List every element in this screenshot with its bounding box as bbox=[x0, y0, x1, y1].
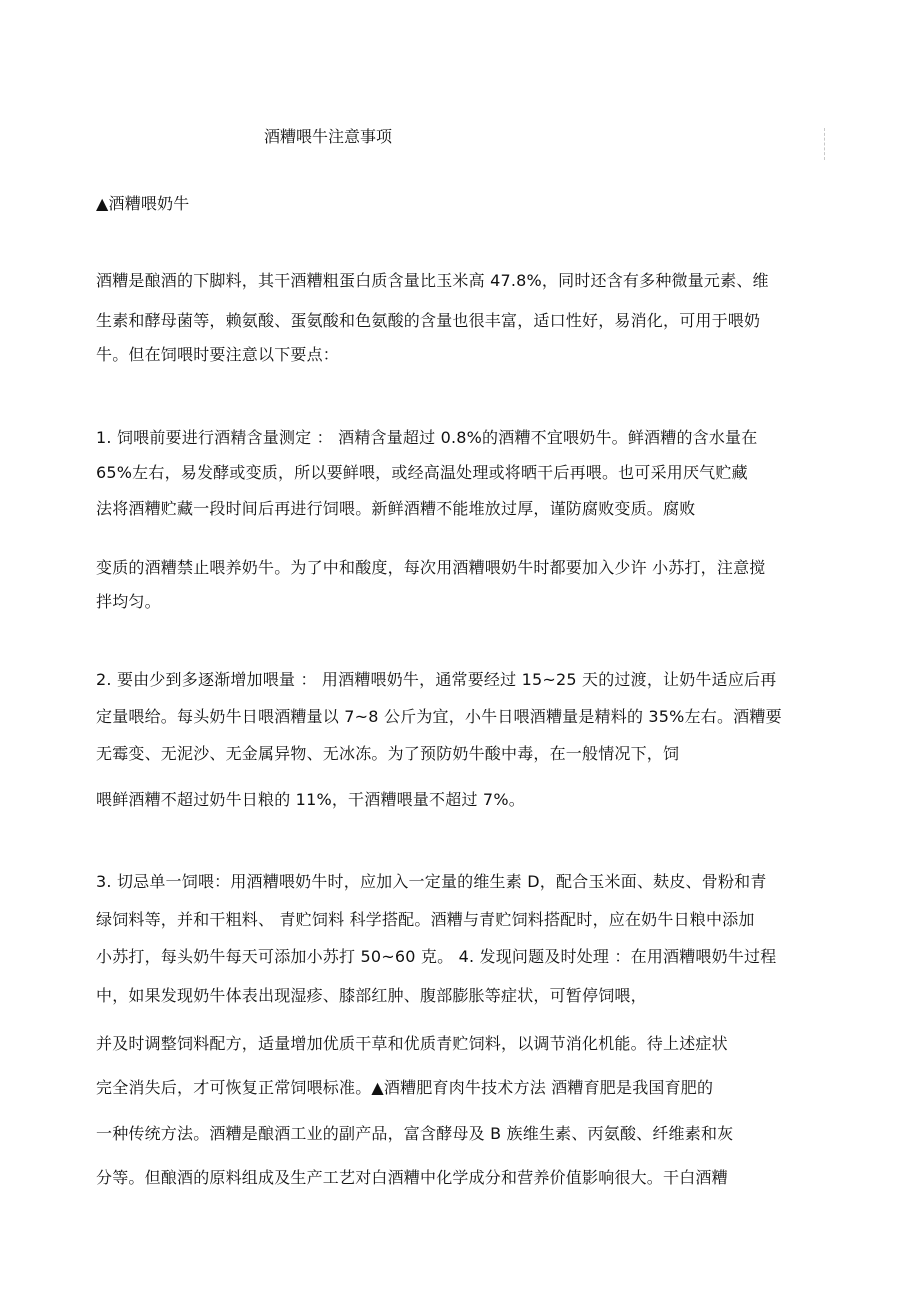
text-line: 分等。但酿酒的原料组成及生产工艺对白酒糟中化学成分和营养价值影响很大。干白酒糟 bbox=[96, 1168, 728, 1187]
text-line: 3. 切忌单一饲喂：用酒糟喂奶牛时，应加入一定量的维生素 D，配合玉米面、麸皮、骨粉和青 bbox=[96, 872, 767, 891]
text-line: 变质的酒糟禁止喂养奶牛。为了中和酸度，每次用酒糟喂奶牛时都要加入少许 小苏打，注意搅 bbox=[96, 558, 766, 577]
text-line: 酒糟是酿酒的下脚料，其干酒糟粗蛋白质含量比玉米高 47.8%，同时还含有多种微量元素、维 bbox=[96, 271, 769, 290]
text-line: 1. 饲喂前要进行酒精含量测定 ： 酒精含量超过 0.8%的酒糟不宜喂奶牛。鲜酒糟的含水量在 bbox=[96, 428, 758, 447]
text-line: 牛。但在饲喂时要注意以下要点： bbox=[96, 345, 340, 364]
text-line: 绿饲料等，并和干粗料、 青贮饲料 科学搭配。酒糟与青贮饲料搭配时，应在奶牛日粮中添加 bbox=[96, 910, 755, 929]
text-line: 生素和酵母菌等，赖氨酸、蛋氨酸和色氨酸的含量也很丰富，适口性好，易消化，可用于喂奶 bbox=[96, 311, 761, 330]
text-line: 65%左右，易发酵或变质，所以要鲜喂，或经高温处理或将晒干后再喂。也可采用厌气贮藏 bbox=[96, 463, 748, 482]
text-line: 拌均匀。 bbox=[96, 592, 161, 611]
text-line: 定量喂给。每头奶牛日喂酒糟量以 7~8 公斤为宜，小牛日喂酒糟量是精料的 35%左右。酒糟要 bbox=[96, 707, 782, 726]
text-line: 无霉变、无泥沙、无金属异物、无冰冻。为了预防奶牛酸中毒，在一般情况下，饲 bbox=[96, 744, 680, 763]
text-line: 喂鲜酒糟不超过奶牛日粮的 11%，干酒糟喂量不超过 7%。 bbox=[96, 790, 525, 809]
text-line: 法将酒糟贮藏一段时间后再进行饲喂。新鲜酒糟不能堆放过厚，谨防腐败变质。腐败 bbox=[96, 499, 696, 518]
section-heading-dairy: ▲酒糟喂奶牛 bbox=[96, 194, 190, 213]
margin-mark bbox=[824, 128, 825, 160]
text-line: 2. 要由少到多逐渐增加喂量 ： 用酒糟喂奶牛，通常要经过 15~25 天的过渡，让奶牛适应后再 bbox=[96, 670, 777, 689]
text-line: 中，如果发现奶牛体表出现湿疹、膝部红肿、腹部膨胀等症状，可暂停饲喂， bbox=[96, 986, 647, 1005]
text-line: 并及时调整饲料配方，适量增加优质干草和优质青贮饲料，以调节消化机能。待上述症状 bbox=[96, 1034, 728, 1053]
document-title: 酒糟喂牛注意事项 bbox=[264, 127, 393, 146]
text-line: 完全消失后，才可恢复正常饲喂标准。▲酒糟肥育肉牛技术方法 酒糟育肥是我国育肥的 bbox=[96, 1078, 714, 1097]
text-line: 小苏打，每头奶牛每天可添加小苏打 50~60 克。 4. 发现问题及时处理 ：在用酒糟喂奶牛过程 bbox=[96, 947, 777, 966]
text-line: 一种传统方法。酒糟是酿酒工业的副产品，富含酵母及 B 族维生素、丙氨酸、纤维素和灰 bbox=[96, 1124, 734, 1143]
